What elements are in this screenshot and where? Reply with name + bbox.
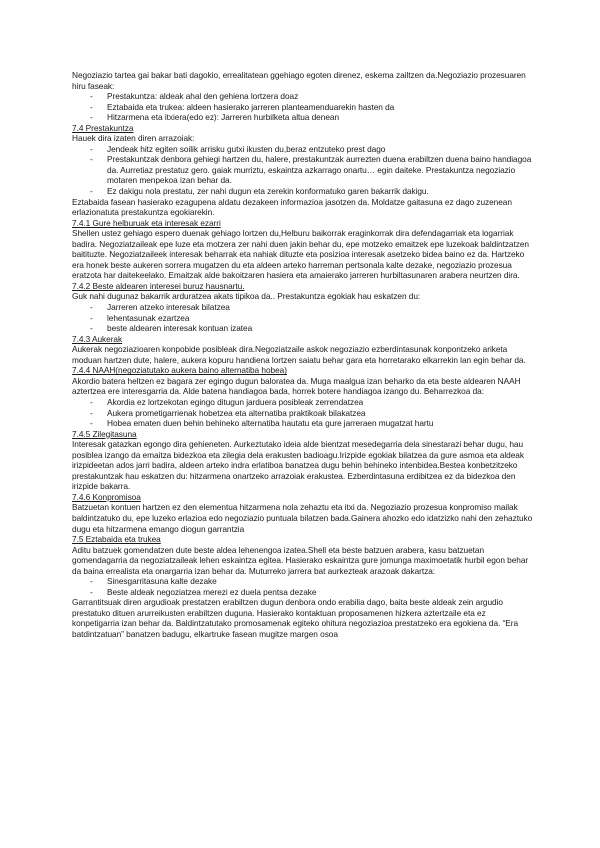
reason-list xyxy=(72,144,534,197)
list-item: - Hobea ematen duen behin behineko alternatiba hautatu eta gure jarreraen mugatzat hartu xyxy=(90,418,434,429)
naah-list xyxy=(72,397,534,429)
section-paragraph: Shellen ustez gehiago espero duenak gehiago lortzen du,Helburu baikorrak eraginkorrak dira defendagarriak eta logarriak badira. Negoziatzaileak epe luze eta motzera zer nahi duen jakin behar du, epe motzeko emaitzek epe luzekoak baldintzatzen baitituzte. Negoziatzaileek interesak beharrak eta nahiak dituzte eta posizioa interesak asetzeko bidea baino ez da. Hartzeko era honek beste aukeren sorrera mugatzen du eta aldeen arteko harreman pertsonala kalte dezake, negoziazio prozesua eratzota har daitekeelako. Emaitzak alde bakoitzaren hasiera eta amaierako jarreren hurbiltasunaren arabera neurtzen dira. xyxy=(72,228,529,281)
list-item: - Ez dakigu nola prestatu, zer nahi dugun eta zerekin konformatuko garen bakarrik dakigu. xyxy=(90,186,429,197)
section-lead: Hauek dira izaten diren arrazoiak: xyxy=(72,133,195,144)
list-item: - beste aldearen interesak kontuan izatea xyxy=(90,323,253,334)
interest-list xyxy=(72,302,534,334)
phase-list xyxy=(72,91,534,123)
section-heading-7-4-6: 7.4.6 Konpromisoa xyxy=(72,491,141,502)
bullet-dash: - xyxy=(90,143,93,154)
section-paragraph: Akordio batera heltzen ez bagara zer egingo dugun baloratea da. Muga maalgua izan beharko da eta beste aldearen NAAH aztertzea ere interesgarria da. Alde batena handiagoa bada, horrek botere handiagoa izango du. Beharrezkoa da: xyxy=(72,375,521,397)
section-heading-7-4-2: 7.4.2 Beste aldearen interesei buruz hausnartu. xyxy=(72,280,245,291)
list-item: - Eztabaida eta trukea: aldeen hasierako jarreren planteamenduarekin hasten da xyxy=(90,101,395,112)
section-paragraph: Aditu batzuek gomendatzen dute beste aldea lehenengoa izatea.Shell eta beste batzuen arabera, kasu batzuetan gomendagarria da negoziatzaileak lehen eskaintza egitea. Hasierako eskaintza gure jomunga maximoetatik hurbil egon behar da baina errealista eta onargarria izan behar da. Muturreko jarrera bat aurkezteak arazoak dakartza: xyxy=(72,544,529,576)
list-item: - lehentasunak ezartzea xyxy=(90,312,190,323)
bullet-dash: - xyxy=(90,396,93,407)
section-heading-7-4: 7.4 Prestakuntza xyxy=(72,122,134,133)
bullet-dash: - xyxy=(90,576,93,587)
list-item: - Aukera prometigarrienak hobetzea eta alternatiba praktikoak bilakatzea xyxy=(90,407,366,418)
bullet-dash: - xyxy=(90,302,93,313)
document-page xyxy=(72,70,534,640)
section-lead: Guk nahi dugunaz bakarrik arduratzea akats tipikoa da.. Prestakuntza egokiak hau eskatzen du: xyxy=(72,291,421,302)
section-paragraph: Garrantitsuak diren argudioak prestatzen erabiltzen dugun denbora ondo erabilia dago, baita beste aldeak zein argudio prestatuko dituen arurreikusten erabiltzen duguna. Hasierako kontaktuan proposamenen hizkera aztertzaile eta ez konpetigarria izan behar da. Baldintzatutako promosamenak egiteko ohitura negoziazioa prestatzeko era egokiena da. “Era batdintzatuan” banatzen badugu, elkartruke fasean mugitze margen osoa xyxy=(72,597,519,639)
list-item: - Jendeak hitz egiten soilik arrisku gutxi ikusten du,beraz entzuteko prest dago xyxy=(90,143,386,154)
intro-paragraph: Negoziazio tartea gai bakar bati dagokio, errealitatean ggehiago egoten direnez, eskema zailtzen da.Negoziazio prozesuaren hiru faseak: xyxy=(72,70,526,91)
section-heading-7-4-3: 7.4.3 Aukerak xyxy=(72,333,123,344)
section-heading-7-4-5: 7.4.5 Zilegitasuna xyxy=(72,428,137,439)
bullet-dash: - xyxy=(90,407,93,418)
section-heading-7-5: 7.5 Eztabaida eta trukea xyxy=(72,534,161,545)
bullet-dash: - xyxy=(90,186,93,197)
bullet-dash: - xyxy=(90,312,93,323)
list-item: - Prestakuntza: aldeak ahal den gehiena lortzera doaz xyxy=(90,91,299,102)
list-item: - Prestakuntzak denbora gehiegi hartzen du, halere, prestakuntzak aurrezten duena erabiltzen duena baino handiagoa da. Aurretiaz prestatuz gero. gaiak murriztu, eskaintza azkarrago onartu… egin daiteke. Prestakuntza negoziazio motaren menpekoa izan behar da. xyxy=(90,154,532,186)
bullet-dash: - xyxy=(90,101,93,112)
list-item: - Hitzarmena eta itxiera(edo ez): Jarreren hurbilketa altua denean xyxy=(90,112,340,123)
problem-list xyxy=(72,576,534,597)
bullet-dash: - xyxy=(90,91,93,102)
list-item: - Jarreren atzeko interesak bilatzea xyxy=(90,302,230,313)
section-paragraph: Batzuetan kontuen hartzen ez den elementua hitzarmena nola zehaztu eta itxi da. Negoziazio prozesua konpromiso mailak baldintzatuko du, epe luzeko erlazioa edo negoziazio puntuala bilatzen bada.Gainera ahozko edo idatzizko nahi den zehaztuko dugu eta hitzarmena emango diogun garrantzia xyxy=(72,502,533,534)
bullet-dash: - xyxy=(90,586,93,597)
section-paragraph: Interesak gatazkan egongo dira gehieneten. Aurkeztutako ideia alde bientzat mesedegarria dela sinestarazi behar dugu, hau posiblea izango da emaitza bidezkoa eta zilegia dela erakusten badioagu.Irizpide egokiak bilatzea da gure asmoa eta aldeak irizpideetan ados jarri badira, aldeen arteko indra erlatiboa banatzea dugu behin behineko intenbidea.Bestea konbetzitzeko prestakuntzak hau eskatzen du: hitzarmena onartzeko arrazoiak erakustea. Ezberdintasuna erdibitzea ez da bidezkoa den irizpide bakarra. xyxy=(72,439,524,492)
list-item: - Sinesgarritasuna kalte dezake xyxy=(90,576,217,587)
list-item: - Beste aldeak negoziatzea merezi ez duela pentsa dezake xyxy=(90,586,317,597)
bullet-dash: - xyxy=(90,323,93,334)
section-paragraph: Eztabaida fasean hasierako ezagupena aldatu dezakeen informazioa jasotzen da. Moldatze gaitasuna ez dago zuzenean erlazionatuta prestakuntza egokiarekin. xyxy=(72,196,512,218)
list-item: - Akordia ez lortzekotan egingo ditugun jarduera posibleak zerrendatzea xyxy=(90,396,364,407)
section-heading-7-4-1: 7.4.1 Gure helburuak eta interesak ezarri xyxy=(72,217,221,228)
section-heading-7-4-4: 7.4.4 NAAH(negoziatutako aukera baino alternatiba hobea) xyxy=(72,365,287,376)
bullet-dash: - xyxy=(90,418,93,429)
bullet-dash: - xyxy=(90,154,93,165)
bullet-dash: - xyxy=(90,112,93,123)
section-paragraph: Aukerak negoziazioaren konpobide posibleak dira.Negoziatzaile askok negoziazio ezberdintasunak konpontzeko ariketa moduan hartzen dute, halere, aukera kopuru handiena lortzen saiatu behar gara eta horretarako elkarrekin lan egin behar da. xyxy=(72,344,526,365)
